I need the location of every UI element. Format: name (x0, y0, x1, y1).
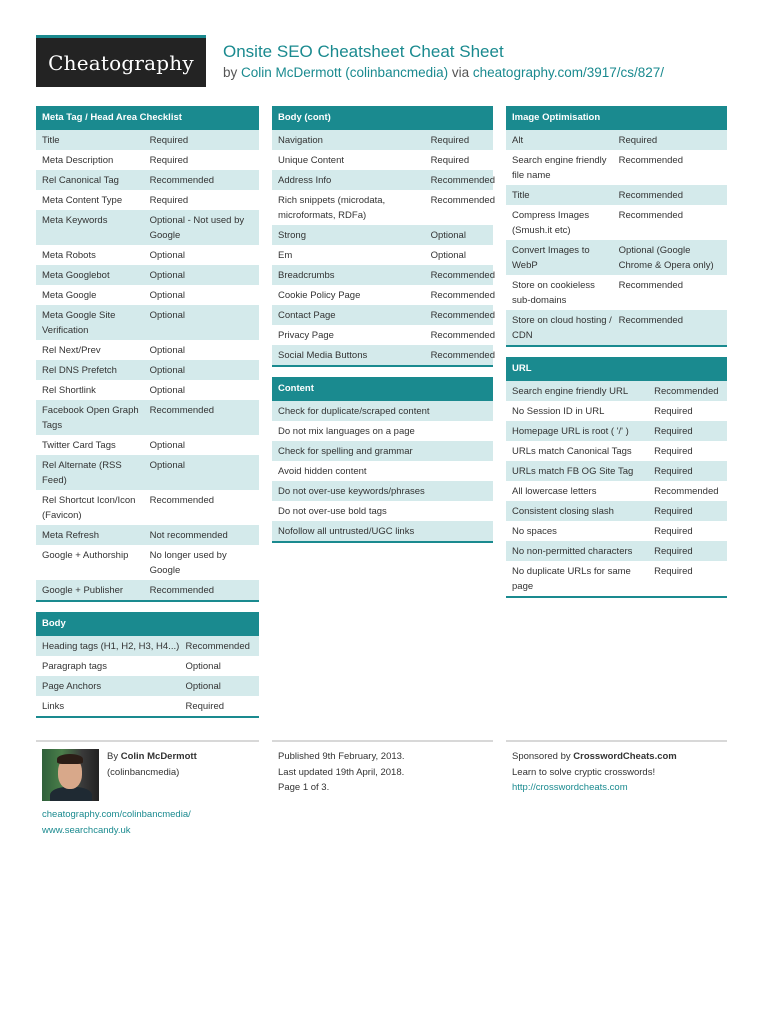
section-rows (506, 130, 727, 345)
row-key: Contact Page (278, 309, 336, 321)
table-row (272, 461, 493, 481)
row-key: Search engine friendly URL (512, 385, 629, 397)
row-key: Consistent closing slash (512, 505, 614, 517)
row-key: No spaces (512, 525, 557, 537)
byline-by: by (223, 65, 238, 80)
table-row (36, 130, 259, 150)
section-title: Content (272, 377, 493, 401)
column-3 (506, 106, 727, 608)
column-2 (272, 106, 493, 553)
table-row (272, 521, 493, 541)
footer-dates (272, 740, 493, 796)
page-header (223, 42, 743, 83)
table-row (36, 190, 259, 210)
row-key: Meta Content Type (42, 194, 123, 206)
footer-author (36, 740, 259, 838)
table-row (272, 325, 493, 345)
row-key: Address Info (278, 174, 332, 186)
row-value: Required (654, 525, 693, 537)
byline-via: via (451, 65, 470, 80)
row-key: All lowercase letters (512, 485, 597, 497)
row-value: Required (618, 134, 658, 146)
byline (223, 63, 743, 83)
table-row (506, 240, 727, 275)
row-key: Links (42, 700, 65, 712)
row-key: Unique Content (278, 154, 345, 166)
row-key: Navigation (278, 134, 323, 146)
cheatography-logo[interactable] (36, 35, 206, 87)
row-key: Rel Canonical Tag (42, 174, 119, 186)
row-value: Optional (430, 249, 466, 261)
row-key: Rich snippets (microdata, microformats, RDFa) (278, 194, 386, 221)
logo-text: Cheatography (48, 50, 194, 75)
table-row (272, 150, 493, 170)
author-website-link[interactable]: www.searchcandy.uk (42, 824, 131, 836)
row-value: Not recommended (149, 529, 228, 541)
sponsor-text: Learn to solve cryptic crosswords! (512, 766, 656, 778)
row-key: No non-permitted characters (512, 545, 633, 557)
table-row (506, 421, 727, 441)
section-rows (272, 130, 493, 365)
table-row (36, 435, 259, 455)
row-value: Optional (Google Chrome & Opera only) (618, 244, 714, 271)
row-key: Title (42, 134, 60, 146)
author-link[interactable]: Colin McDermott (colinbancmedia) (241, 65, 449, 80)
table-row (36, 265, 259, 285)
footer-by: By (107, 751, 119, 762)
section-rows (36, 130, 259, 600)
table-row (506, 461, 727, 481)
section-title: Body (36, 612, 259, 636)
row-key: Store on cookieless sub-domains (512, 279, 595, 306)
row-key: Paragraph tags (42, 660, 107, 672)
table-row (272, 305, 493, 325)
section-content (272, 377, 493, 543)
table-row (506, 401, 727, 421)
row-key: URLs match Canonical Tags (512, 445, 632, 457)
author-info (107, 749, 259, 780)
table-row (36, 150, 259, 170)
row-value: Recommended (430, 329, 495, 341)
published-date: Published 9th February, 2013. (278, 751, 405, 762)
row-value: Recommended (185, 640, 250, 652)
table-row (272, 481, 493, 501)
row-key: Rel Shortlink (42, 384, 96, 396)
table-row (36, 400, 259, 435)
row-text: Do not over-use keywords/phrases (278, 485, 425, 497)
row-value: Required (654, 425, 693, 437)
row-value: Recommended (618, 209, 683, 221)
author-name: Colin McDermott (120, 751, 197, 762)
section-url (506, 357, 727, 598)
row-key: Google + Authorship (42, 549, 129, 561)
row-value: Recommended (654, 485, 719, 497)
row-value: Required (654, 505, 693, 517)
row-key: Rel Alternate (RSS Feed) (42, 459, 122, 486)
row-key: Meta Robots (42, 249, 96, 261)
section-title: URL (506, 357, 727, 381)
table-row (506, 441, 727, 461)
row-value: Recommended (149, 494, 215, 506)
row-value: Recommended (430, 349, 495, 361)
row-key: Social Media Buttons (278, 349, 368, 361)
section-image-optimisation (506, 106, 727, 347)
row-value: Required (654, 405, 693, 417)
row-text: Do not over-use bold tags (278, 505, 387, 517)
row-value: Optional (149, 439, 185, 451)
row-value: Required (654, 445, 693, 457)
sponsor-link[interactable]: http://crosswordcheats.com (512, 782, 628, 793)
row-key: Store on cloud hosting / CDN (512, 314, 612, 341)
row-key: Twitter Card Tags (42, 439, 116, 451)
row-value: Optional (149, 384, 185, 396)
row-key: Google + Publisher (42, 584, 124, 596)
row-value: Recommended (149, 584, 215, 596)
row-value: Recommended (430, 194, 495, 206)
row-value: Optional (149, 309, 185, 321)
table-row (36, 525, 259, 545)
row-key: Meta Description (42, 154, 114, 166)
table-row (36, 490, 259, 525)
table-row (36, 360, 259, 380)
table-row (272, 190, 493, 225)
sponsor-name: CrosswordCheats.com (573, 751, 677, 762)
row-key: Privacy Page (278, 329, 334, 341)
row-key: Heading tags (H1, H2, H3, H4...) (42, 640, 180, 652)
table-row (506, 521, 727, 541)
row-key: Strong (278, 229, 306, 241)
table-row (36, 285, 259, 305)
row-key: Rel Shortcut Icon/Icon (Favicon) (42, 494, 136, 521)
table-row (506, 541, 727, 561)
footer-sponsor (506, 740, 727, 796)
table-row (272, 441, 493, 461)
table-row (272, 170, 493, 190)
row-key: Meta Refresh (42, 529, 100, 541)
row-value: Recommended (149, 404, 215, 416)
row-value: Required (149, 194, 189, 206)
table-row (506, 205, 727, 240)
table-row (272, 345, 493, 365)
row-value: Recommended (149, 174, 215, 186)
table-row (506, 481, 727, 501)
row-value: Required (654, 545, 693, 557)
row-value: Optional (185, 660, 221, 672)
row-value: Recommended (430, 309, 495, 321)
row-key: Rel DNS Prefetch (42, 364, 117, 376)
row-key: Cookie Policy Page (278, 289, 361, 301)
row-value: Required (149, 154, 189, 166)
sponsored-by-label: Sponsored by (512, 751, 571, 762)
row-value: Recommended (618, 154, 683, 166)
table-row (506, 310, 727, 345)
row-value: Optional (149, 269, 185, 281)
row-text: Check for duplicate/scraped content (278, 405, 430, 417)
row-key: Search engine friendly file name (512, 154, 607, 181)
row-key: No duplicate URLs for same page (512, 565, 631, 592)
table-row (36, 636, 259, 656)
section-rows (506, 381, 727, 596)
sheet-url-link[interactable]: cheatography.com/3917/cs/827/ (472, 65, 665, 80)
table-row (272, 401, 493, 421)
row-key: Rel Next/Prev (42, 344, 101, 356)
row-key: Compress Images (Smush.it etc) (512, 209, 590, 236)
column-1 (36, 106, 259, 728)
row-key: Convert Images to WebP (512, 244, 590, 271)
table-row (506, 130, 727, 150)
row-text: Nofollow all untrusted/UGC links (278, 525, 415, 537)
row-value: Optional (149, 289, 185, 301)
table-row (506, 561, 727, 596)
section-rows (272, 401, 493, 541)
row-value: Optional (185, 680, 221, 692)
author-avatar (42, 749, 99, 801)
row-key: Facebook Open Graph Tags (42, 404, 139, 431)
table-row (272, 245, 493, 265)
table-row (36, 656, 259, 676)
updated-date: Last updated 19th April, 2018. (278, 766, 405, 778)
table-row (36, 245, 259, 265)
author-handle: (colinbancmedia) (107, 766, 180, 778)
table-row (506, 381, 727, 401)
row-value: Recommended (618, 189, 683, 201)
page-title: Onsite SEO Cheatsheet Cheat Sheet (223, 42, 504, 61)
row-value: Required (430, 154, 470, 166)
row-value: Optional (149, 459, 185, 471)
author-links (42, 807, 259, 838)
row-value: Optional (149, 249, 185, 261)
table-row (36, 380, 259, 400)
table-row (506, 275, 727, 310)
row-value: No longer used by Google (149, 549, 227, 576)
row-key: Meta Google Site Verification (42, 309, 116, 336)
row-value: Recommended (618, 279, 683, 291)
row-value: Required (185, 700, 225, 712)
table-row (36, 455, 259, 490)
row-value: Recommended (430, 174, 495, 186)
table-row (36, 305, 259, 340)
section-body (36, 612, 259, 718)
table-row (272, 265, 493, 285)
row-key: Homepage URL is root ( '/' ) (512, 425, 629, 437)
table-row (272, 225, 493, 245)
table-row (506, 501, 727, 521)
row-value: Optional (149, 344, 185, 356)
section-body-cont (272, 106, 493, 367)
table-row (272, 130, 493, 150)
row-value: Optional - Not used by Google (149, 214, 245, 241)
section-title: Image Optimisation (506, 106, 727, 130)
row-value: Optional (430, 229, 466, 241)
row-text: Avoid hidden content (278, 465, 367, 477)
row-text: Check for spelling and grammar (278, 445, 413, 457)
row-value: Recommended (654, 385, 719, 397)
author-profile-link[interactable]: cheatography.com/colinbancmedia/ (42, 809, 191, 820)
section-rows (36, 636, 259, 716)
table-row (272, 421, 493, 441)
row-value: Required (149, 134, 189, 146)
row-key: URLs match FB OG Site Tag (512, 465, 634, 477)
section-title: Meta Tag / Head Area Checklist (36, 106, 259, 130)
section-title: Body (cont) (272, 106, 493, 130)
row-value: Required (430, 134, 470, 146)
row-value: Recommended (618, 314, 683, 326)
row-text: Do not mix languages on a page (278, 425, 415, 437)
row-key: Meta Google (42, 289, 97, 301)
row-key: Em (278, 249, 293, 261)
row-key: Breadcrumbs (278, 269, 335, 281)
row-value: Required (654, 565, 693, 577)
table-row (36, 170, 259, 190)
row-value: Recommended (430, 289, 495, 301)
table-row (36, 545, 259, 580)
row-key: Page Anchors (42, 680, 102, 692)
table-row (36, 676, 259, 696)
row-value: Optional (149, 364, 185, 376)
section-meta-tags (36, 106, 259, 602)
page-number: Page 1 of 3. (278, 782, 330, 793)
row-key: Meta Googlebot (42, 269, 110, 281)
table-row (36, 210, 259, 245)
table-row (272, 501, 493, 521)
row-value: Recommended (430, 269, 495, 281)
table-row (506, 150, 727, 185)
table-row (506, 185, 727, 205)
table-row (36, 696, 259, 716)
table-row (36, 580, 259, 600)
row-value: Required (654, 465, 693, 477)
table-row (36, 340, 259, 360)
row-key: Alt (512, 134, 524, 146)
row-key: Title (512, 189, 530, 201)
table-row (272, 285, 493, 305)
row-key: No Session ID in URL (512, 405, 605, 417)
row-key: Meta Keywords (42, 214, 108, 226)
